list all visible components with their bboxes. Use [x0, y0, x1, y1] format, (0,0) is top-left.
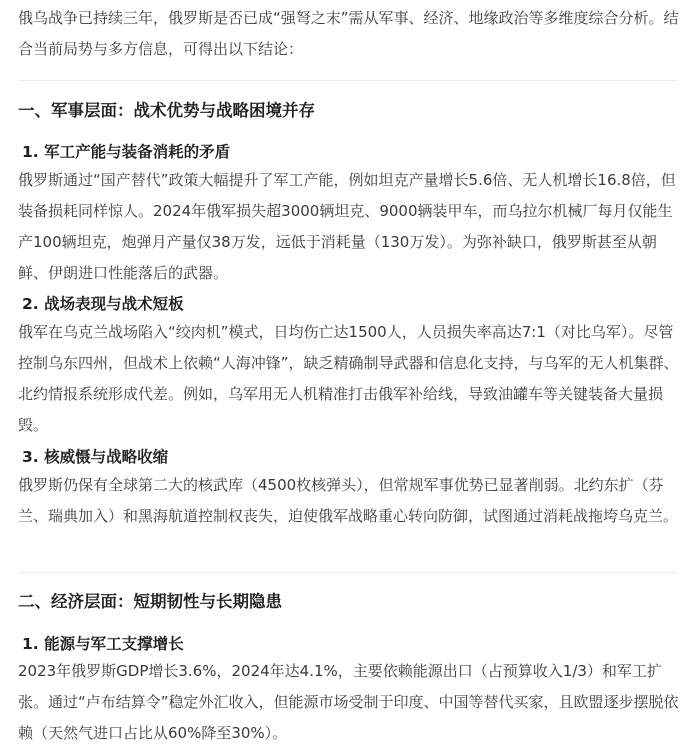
subsection-title-energy: 1. 能源与军工支撑增长: [22, 635, 184, 653]
section-heading-economy: 二、经济层面：短期韧性与长期隐患: [18, 592, 282, 611]
subsection-title-battlefield: 2. 战场表现与战术短板: [22, 295, 184, 313]
subsection-title-nuclear: 3. 核威慑与战略收缩: [22, 448, 169, 466]
subsection-body-nuclear: 俄罗斯仍保有全球第二大的核武库（4500枚核弹头），但常规军事优势已显著削弱。北约东扩（芬兰、瑞典加入）和黑海航道控制权丧失，迫使俄军战略重心转向防御，试图通过消耗战拖垮乌克兰。: [18, 476, 679, 525]
subsection-body-energy: 2023年俄罗斯GDP增长3.6%，2024年达4.1%，主要依赖能源出口（占预算收入1/3）和军工扩张。通过“卢布结算令”稳定外汇收入，但能源市场受制于印度、中国等替代买家，且欧盟逐步摆脱依赖（天然气进口占比从60%降至30%）。: [18, 662, 679, 742]
divider: [18, 80, 678, 81]
intro-paragraph: 俄乌战争已持续三年，俄罗斯是否已成“强弩之末”需从军事、经济、地缘政治等多维度综合分析。结合当前局势与多方信息，可得出以下结论：: [18, 9, 679, 58]
section-heading-military: 一、军事层面：战术优势与战略困境并存: [18, 101, 315, 120]
subsection-body-production: 俄罗斯通过“国产替代”政策大幅提升了军工产能，例如坦克产量增长5.6倍、无人机增长16.8倍，但装备损耗同样惊人。2024年俄军损失超3000辆坦克、9000辆装甲车，而乌拉尔机械厂每月仅能生产100辆坦克，炮弹月产量仅38万发，远低于消耗量（130万发）。为弥补缺口，俄罗斯甚至从朝鲜、伊朗进口性能落后的武器。: [18, 171, 676, 282]
subsection-title-production: 1. 军工产能与装备消耗的矛盾: [22, 143, 231, 161]
subsection-body-battlefield: 俄军在乌克兰战场陷入“绞肉机”模式，日均伤亡达1500人，人员损失率高达7:1（对比乌军）。尽管控制乌东四州，但战术上依赖“人海冲锋”，缺乏精确制导武器和信息化支持，与乌军的无人机集群、北约情报系统形成代差。例如，乌军用无人机精准打击俄军补给线，导致油罐车等关键装备大量损毁。: [18, 323, 679, 434]
divider: [18, 572, 678, 573]
